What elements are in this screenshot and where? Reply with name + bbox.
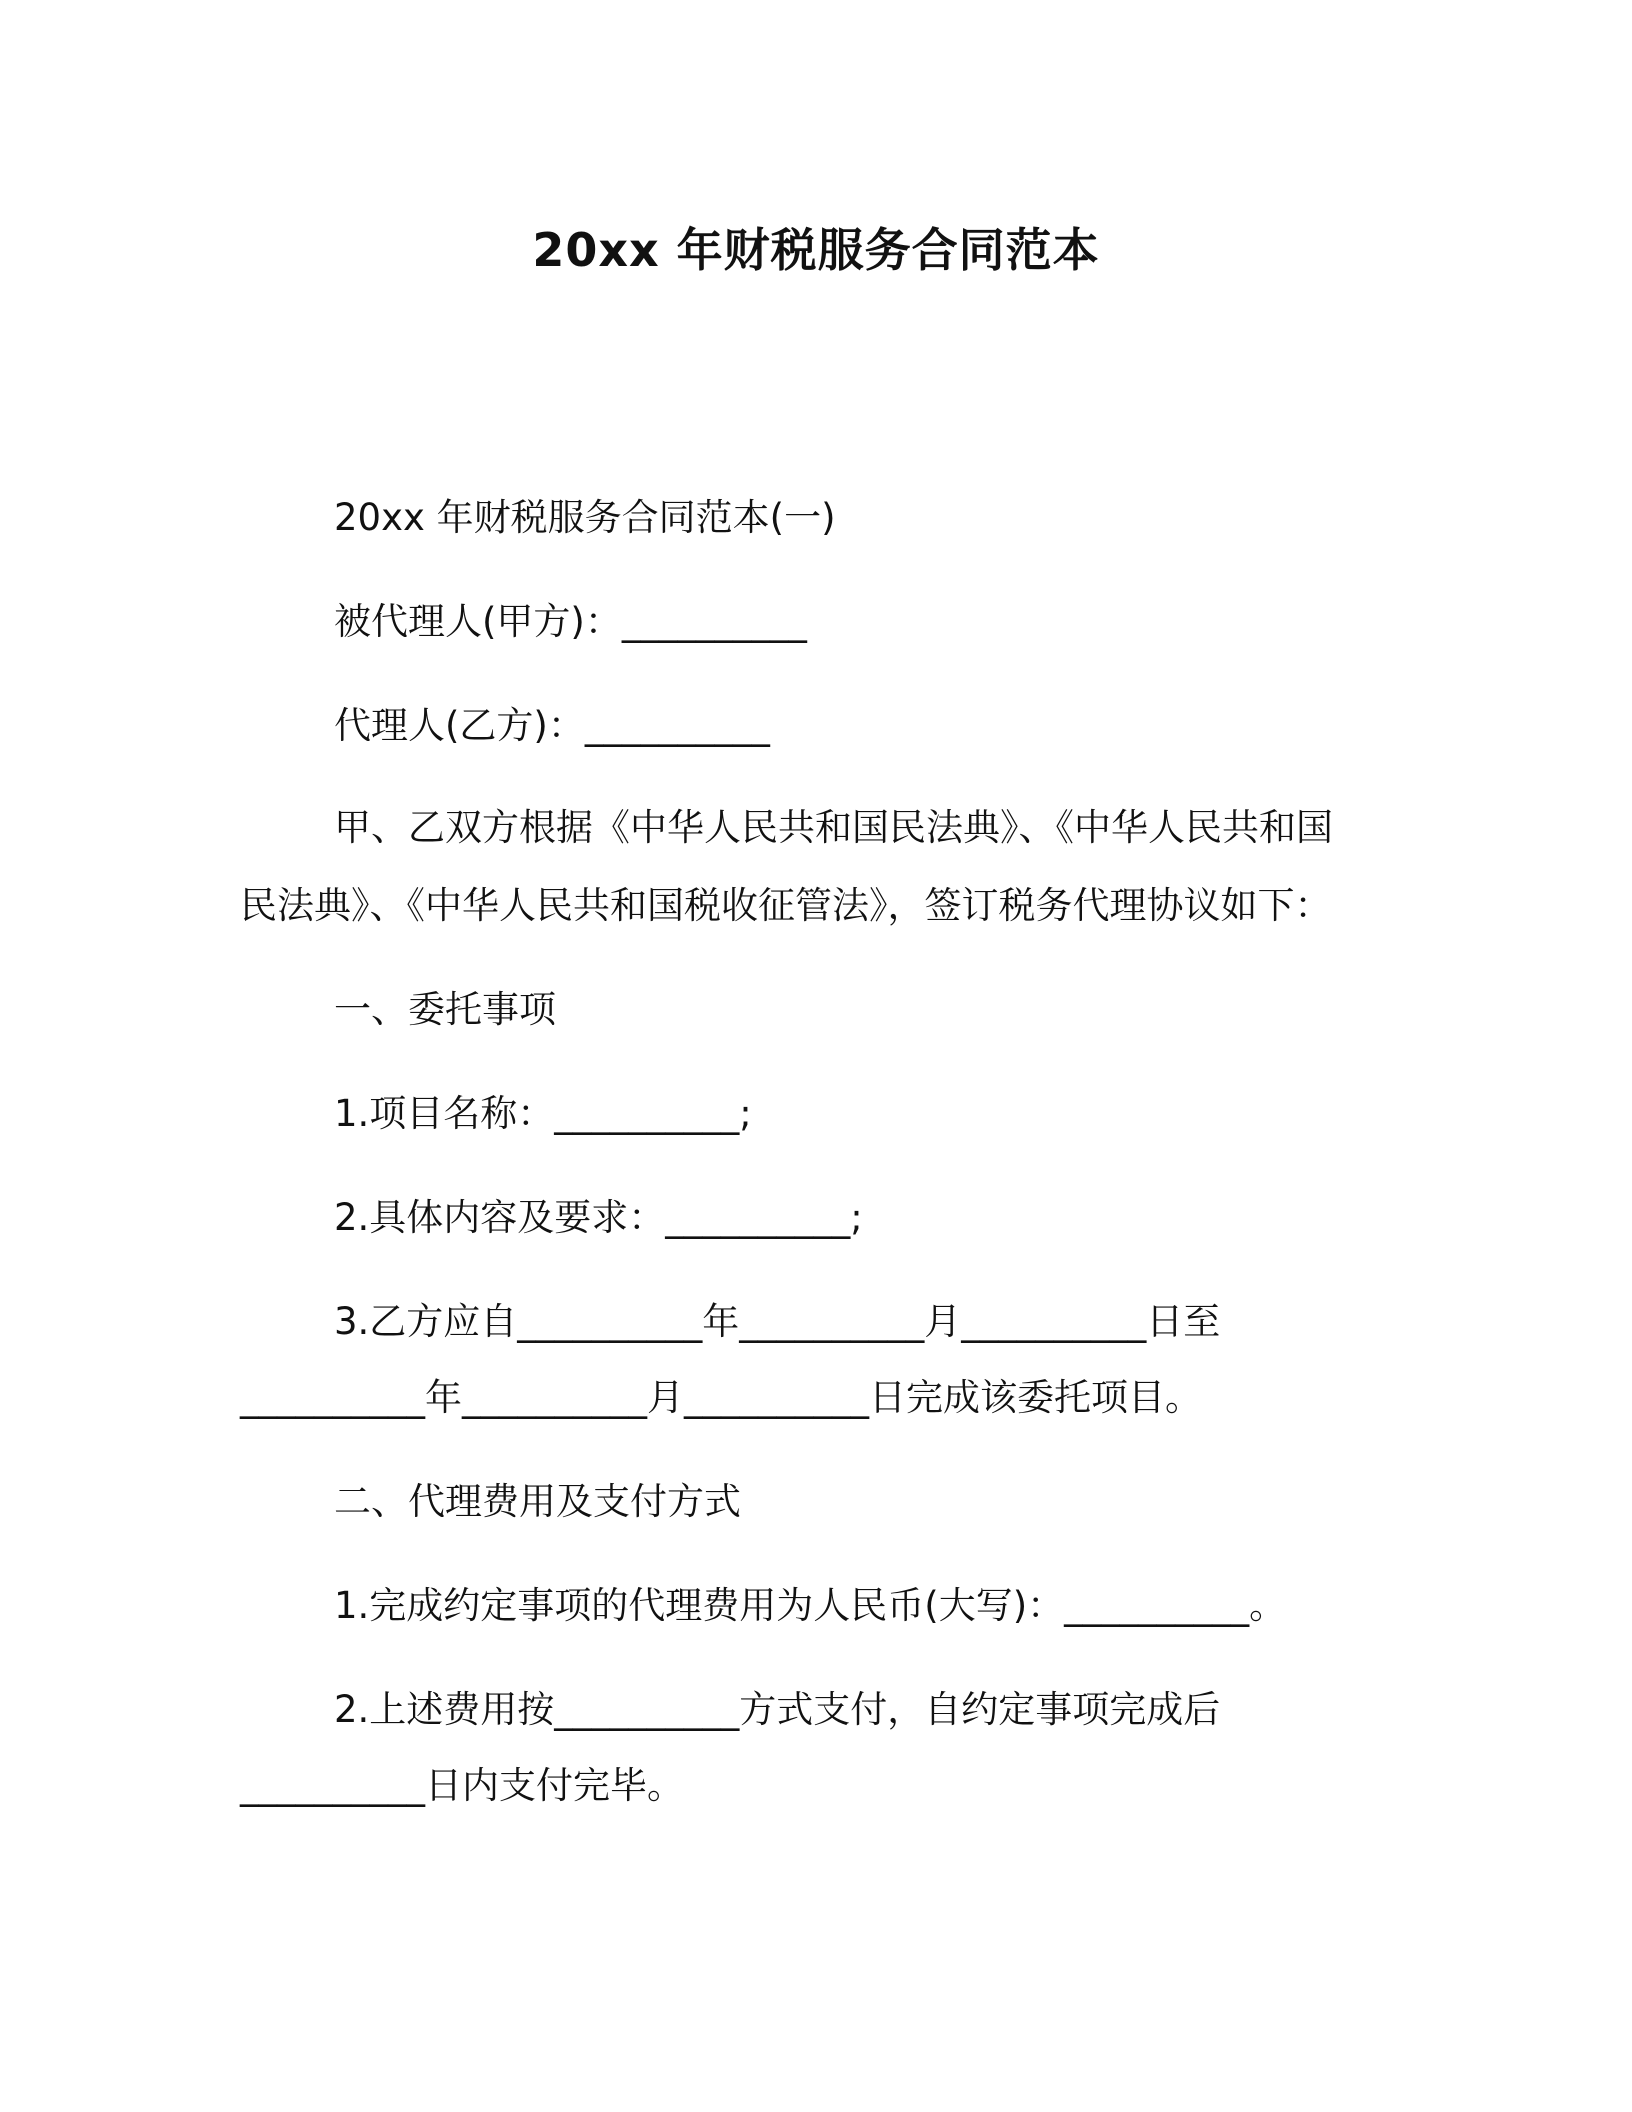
item-agency-fee: 1.完成约定事项的代理费用为人民币(大写)：__________。 — [334, 1584, 1287, 1627]
item-completion-period-line-1: 3.乙方应自__________年__________月__________日至 — [334, 1300, 1221, 1343]
preamble-line-1: 甲、乙双方根据《中华人民共和国民法典》、《中华人民共和国 — [334, 806, 1333, 849]
party-b-line: 代理人(乙方)：__________ — [334, 704, 770, 747]
document-title: 20xx 年财税服务合同范本 — [532, 223, 1100, 277]
item-content-requirements: 2.具体内容及要求：__________; — [334, 1196, 863, 1239]
item-payment-method-line-2: __________日内支付完毕。 — [240, 1764, 684, 1807]
section-heading-entrusted-matters: 一、委托事项 — [334, 988, 556, 1031]
item-project-name: 1.项目名称：__________; — [334, 1092, 752, 1135]
contract-subtitle: 20xx 年财税服务合同范本(一) — [334, 496, 836, 539]
item-payment-method-line-1: 2.上述费用按__________方式支付，自约定事项完成后 — [334, 1688, 1221, 1731]
item-completion-period-line-2: __________年__________月__________日完成该委托项目。 — [240, 1376, 1202, 1419]
preamble-line-2: 民法典》、《中华人民共和国税收征管法》，签订税务代理协议如下： — [240, 884, 1332, 927]
party-a-line: 被代理人(甲方)：__________ — [334, 600, 807, 643]
section-heading-fees-payment: 二、代理费用及支付方式 — [334, 1480, 741, 1523]
